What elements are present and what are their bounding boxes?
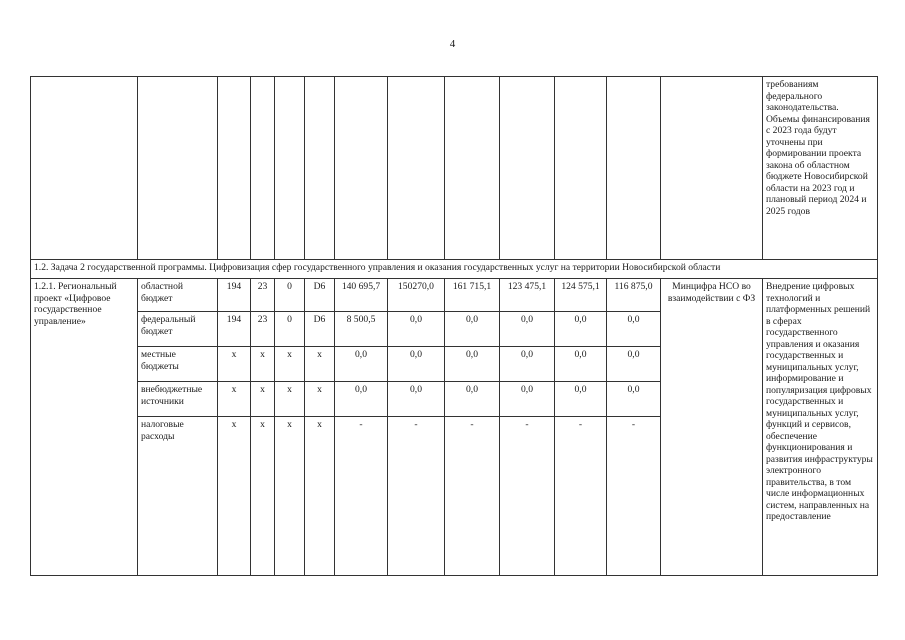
value-cell: 8 500,5 — [335, 312, 388, 347]
funding-source: областной бюджет — [138, 279, 218, 312]
task-title: 1.2. Задача 2 государственной программы. Цифровизация сфер государственного управления и оказания государственных услуг на территории Новосибирской области — [31, 260, 878, 279]
page-number: 4 — [449, 38, 456, 50]
code-cell: 194 — [218, 312, 251, 347]
project-name: 1.2.1. Региональный проект «Цифровое государственное управление» — [31, 279, 138, 576]
code-cell: x — [251, 382, 275, 417]
code-cell: 23 — [251, 279, 275, 312]
value-cell: 0,0 — [555, 382, 607, 417]
value-cell: 0,0 — [607, 312, 661, 347]
code-cell: D6 — [305, 279, 335, 312]
funding-source: местные бюджеты — [138, 347, 218, 382]
task-header-row — [31, 260, 878, 279]
value-cell: 0,0 — [335, 382, 388, 417]
code-cell: x — [218, 347, 251, 382]
value-cell: 0,0 — [388, 312, 445, 347]
funding-source: налоговые расходы — [138, 417, 218, 576]
value-cell: 123 475,1 — [500, 279, 555, 312]
program-table — [30, 76, 878, 576]
value-cell: 0,0 — [335, 347, 388, 382]
continuation-row — [31, 77, 878, 260]
value-cell: 124 575,1 — [555, 279, 607, 312]
value-cell: 0,0 — [445, 312, 500, 347]
value-cell: 0,0 — [555, 312, 607, 347]
code-cell: x — [251, 347, 275, 382]
continuation-note: требованиям федерального законодательства. Объемы финансирования с 2023 года будут уточнены при формировании проекта закона об областном бюджете Новосибирской области на 2023 год и плановый период 2024 и 2025 годов — [763, 77, 878, 260]
value-cell: - — [335, 417, 388, 576]
value-cell: - — [388, 417, 445, 576]
value-cell: 161 715,1 — [445, 279, 500, 312]
code-cell: x — [305, 347, 335, 382]
code-cell: x — [275, 382, 305, 417]
value-cell: 0,0 — [607, 382, 661, 417]
value-cell: 140 695,7 — [335, 279, 388, 312]
code-cell: D6 — [305, 312, 335, 347]
expected-result: Внедрение цифровых технологий и платформенных решений в сферах государственного управления и оказания государственных и муниципальных услуг, информирование и популяризация цифровых государственных и муниципальных услуг, функций и сервисов, обеспечение функционирования и развития инфраструктуры электронного правительства, в том числе информационных систем, направленных на предоставление — [763, 279, 878, 576]
value-cell: - — [607, 417, 661, 576]
value-cell: 0,0 — [607, 347, 661, 382]
code-cell: x — [218, 417, 251, 576]
value-cell: 0,0 — [388, 347, 445, 382]
code-cell: x — [275, 347, 305, 382]
value-cell: - — [500, 417, 555, 576]
code-cell: x — [218, 382, 251, 417]
value-cell: 116 875,0 — [607, 279, 661, 312]
value-cell: - — [555, 417, 607, 576]
code-cell: 0 — [275, 279, 305, 312]
code-cell: x — [305, 417, 335, 576]
value-cell: 0,0 — [500, 382, 555, 417]
code-cell: 194 — [218, 279, 251, 312]
code-cell: x — [275, 417, 305, 576]
code-cell: 0 — [275, 312, 305, 347]
funding-source: внебюджетные источники — [138, 382, 218, 417]
value-cell: 0,0 — [445, 382, 500, 417]
code-cell: x — [251, 417, 275, 576]
value-cell: 0,0 — [445, 347, 500, 382]
value-cell: 150270,0 — [388, 279, 445, 312]
value-cell: 0,0 — [555, 347, 607, 382]
table-row — [31, 279, 878, 312]
code-cell: 23 — [251, 312, 275, 347]
value-cell: 0,0 — [500, 347, 555, 382]
code-cell: x — [305, 382, 335, 417]
funding-source: федеральный бюджет — [138, 312, 218, 347]
value-cell: 0,0 — [388, 382, 445, 417]
value-cell: 0,0 — [500, 312, 555, 347]
executor: Минцифра НСО во взаимодействии с ФЗ — [661, 279, 763, 576]
value-cell: - — [445, 417, 500, 576]
